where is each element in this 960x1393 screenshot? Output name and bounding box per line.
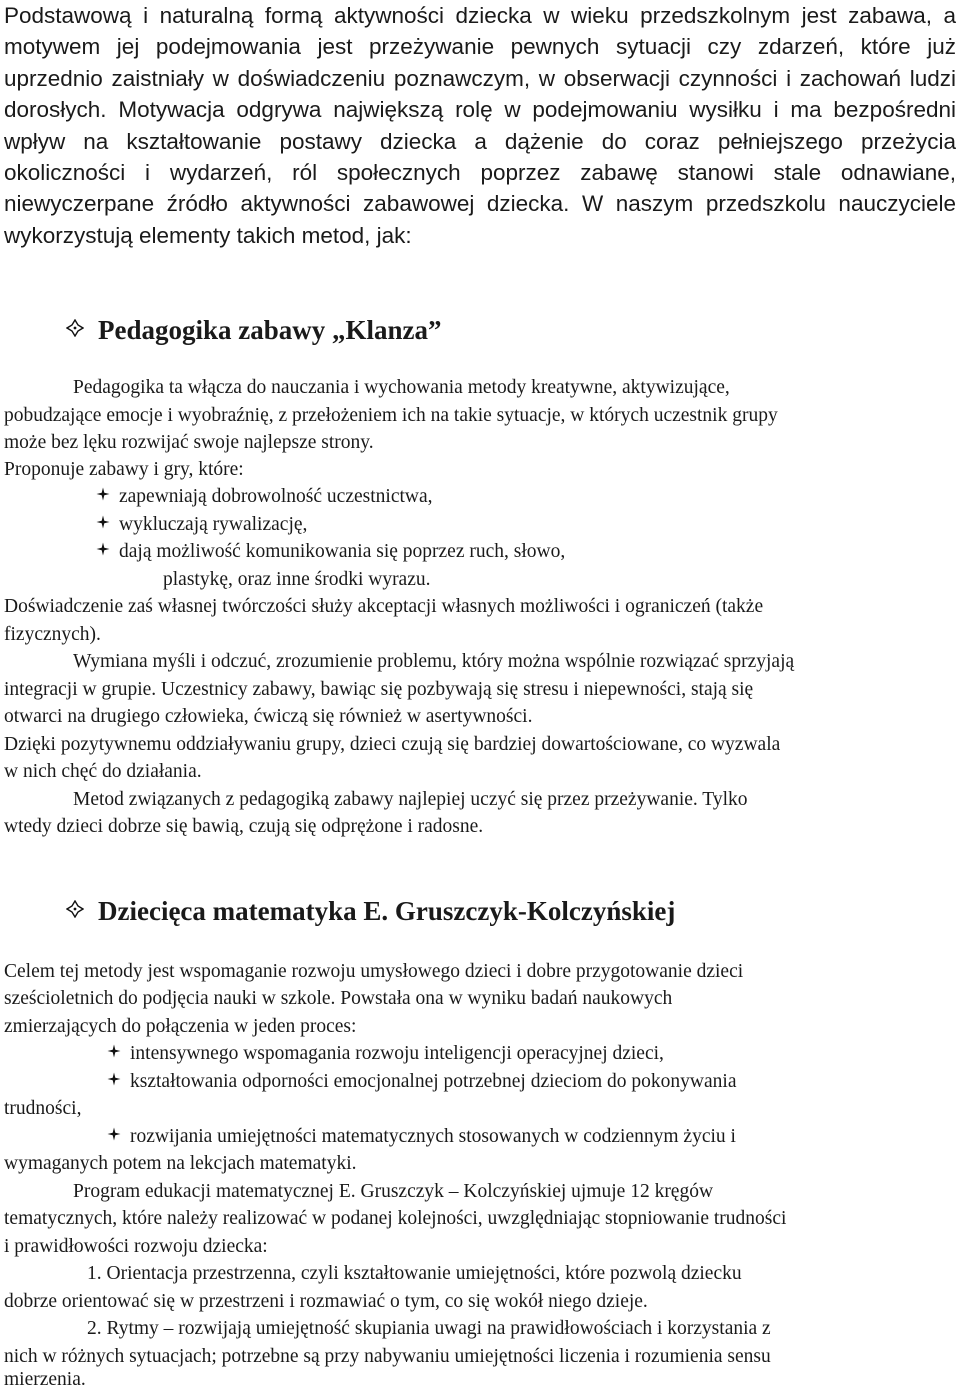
star-bullet-icon (107, 1044, 121, 1058)
text-line: wtedy dzieci dobrze się bawią, czują się odprężone i radosne. (4, 816, 484, 837)
text-line: Celem tej metody jest wspomaganie rozwoju umysłowego dzieci i dobre przygotowanie dzieci (4, 961, 744, 982)
text-line: i prawidłowości rozwoju dziecka: (4, 1236, 268, 1257)
text-line: mierzenia. (4, 1369, 86, 1390)
text-line: dobrze orientować się w przestrzeni i rozmawiać o tym, co się wokół niego dzieje. (4, 1291, 648, 1312)
list-item-continuation: plastykę, oraz inne środki wyrazu. (163, 569, 431, 590)
list-item: rozwijania umiejętności matematycznych stosowanych w codziennym życiu i (107, 1123, 736, 1150)
diamond-bullet-icon (66, 900, 84, 918)
text-line: integracji w grupie. Uczestnicy zabawy, bawiąc się pozbywają się stresu i niepewności, stają się (4, 679, 754, 700)
star-bullet-icon (96, 487, 110, 501)
diamond-bullet-icon (66, 319, 84, 337)
text-line: otwarci na drugiego człowieka, ćwiczą się również w asertywności. (4, 706, 533, 727)
list-item: wykluczają rywalizację, (96, 511, 307, 538)
text-line: fizycznych). (4, 624, 101, 645)
text-line: Pedagogika ta włącza do nauczania i wychowania metody kreatywne, aktywizujące, (73, 377, 730, 398)
text-line: Dzięki pozytywnemu oddziaływaniu grupy, dzieci czują się bardziej dowartościowane, co wyzwala (4, 734, 781, 755)
section-title: Dziecięca matematyka E. Gruszczyk-Kolczyńskiej (98, 896, 676, 926)
list-item: intensywnego wspomagania rozwoju inteligencji operacyjnej dzieci, (107, 1040, 664, 1067)
text-line: Metod związanych z pedagogiką zabawy najlepiej uczyć się przez przeżywanie. Tylko (73, 789, 748, 810)
text-line: sześcioletnich do podjęcia nauki w szkole. Powstała ona w wyniku badań naukowych (4, 988, 673, 1009)
section-title: Pedagogika zabawy „Klanza” (98, 315, 442, 345)
intro-paragraph: Podstawową i naturalną formą aktywności dziecka w wieku przedszkolnym jest zabawa, a motywem jej podejmowania jest przeżywanie pewnych sytuacji czy zdarzeń, które już uprzednio zaistniały w doświadczeniu poznawczym, w obserwacji czynności i zachowań ludzi dorosłych. Motywacja odgrywa największą rolę w podejmowaniu wysiłku i ma bezpośredni wpływ na kształtowanie postawy dziecka a dążenie do coraz pełniejszego przeżycia okoliczności i wydarzeń, ról społecznych poprzez zabawę stanowi stale odnawiane, niewyczerpane źródło aktywności zabawowej dziecka. W naszym przedszkolu nauczyciele wykorzystują elementy takich metod, jak: (4, 3, 956, 248)
star-bullet-icon (96, 542, 110, 556)
star-bullet-icon (107, 1127, 121, 1141)
text-line: zmierzających do połączenia w jeden proces: (4, 1016, 357, 1037)
text-line: wymaganych potem na lekcjach matematyki. (4, 1153, 357, 1174)
numbered-item: 1. Orientacja przestrzenna, czyli kształtowanie umiejętności, które pozwolą dziecku (87, 1263, 742, 1284)
text-line: Doświadczenie zaś własnej twórczości służy akceptacji własnych możliwości i ograniczeń (także (4, 596, 764, 617)
list-item: dają możliwość komunikowania się poprzez ruch, słowo, (96, 538, 565, 565)
section-heading-klanza (66, 314, 442, 346)
text-line: Wymiana myśli i odczuć, zrozumienie problemu, który można wspólnie rozwiązać sprzyjają (73, 651, 795, 672)
list-item: kształtowania odporności emocjonalnej potrzebnej dzieciom do pokonywania (107, 1068, 736, 1095)
text-line: pobudzające emocje i wyobraźnię, z przełożeniem ich na takie sytuacje, w których uczestnik grupy (4, 405, 778, 426)
text-line: nich w różnych sytuacjach; potrzebne są przy nabywaniu umiejętności liczenia i rozumienia sensu (4, 1346, 771, 1367)
list-item: zapewniają dobrowolność uczestnictwa, (96, 483, 433, 510)
text-line: może bez lęku rozwijać swoje najlepsze strony. (4, 432, 374, 453)
numbered-item: 2. Rytmy – rozwijają umiejętność skupiania uwagi na prawidłowościach i korzystania z (87, 1318, 771, 1339)
text-line: Program edukacji matematycznej E. Gruszczyk – Kolczyńskiej ujmuje 12 kręgów (73, 1181, 714, 1202)
star-bullet-icon (107, 1072, 121, 1086)
star-bullet-icon (96, 515, 110, 529)
text-line: trudności, (4, 1098, 82, 1119)
text-line: w nich chęć do działania. (4, 761, 202, 782)
text-line: Proponuje zabawy i gry, które: (4, 459, 244, 480)
text-line: tematycznych, które należy realizować w podanej kolejności, uwzględniając stopniowanie trudności (4, 1208, 787, 1229)
section-heading-matematyka (66, 895, 675, 927)
